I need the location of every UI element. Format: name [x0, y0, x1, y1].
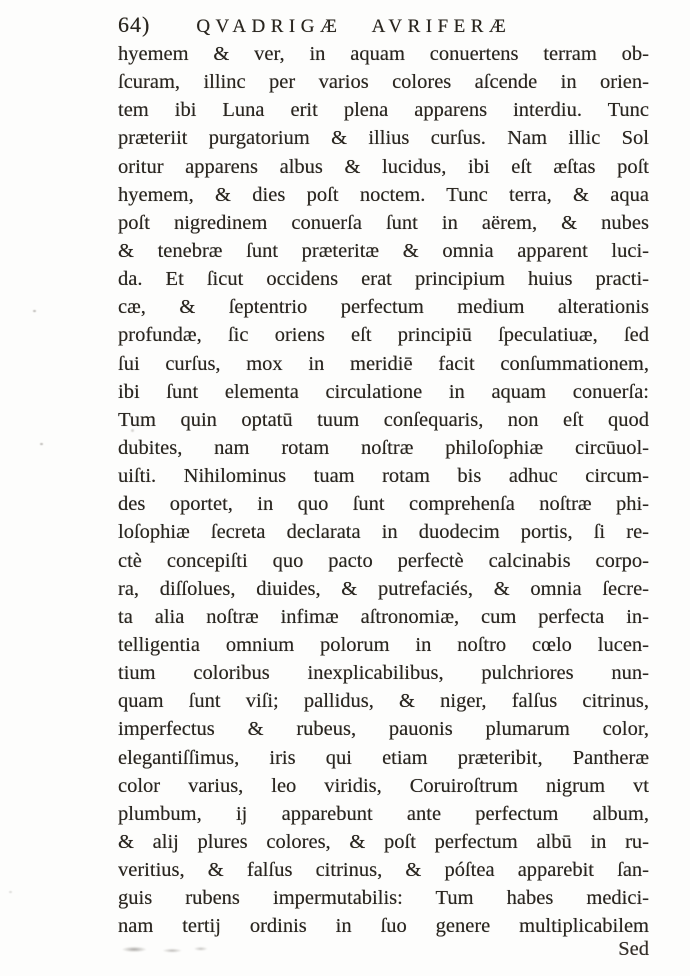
text-line: plumbum, ij apparebunt ante perfectum album,	[118, 802, 649, 825]
text-line: & tenebræ ſunt præteritæ & omnia apparent luci-	[118, 239, 649, 262]
text-line: ſui curſus, mox in meridiē facit conſummationem,	[118, 352, 649, 375]
ink-smudge	[120, 944, 215, 956]
text-line: hyemem, & dies poſt noctem. Tunc terra, & aqua	[118, 183, 649, 206]
catchword: Sed	[618, 938, 649, 960]
text-line: & alij plures colores, & poſt perfectum albū in ru-	[118, 830, 649, 853]
text-line: ta alia noſtræ infimæ aſtronomiæ, cum perfecta in-	[118, 605, 649, 628]
page-header	[118, 12, 649, 38]
text-line: dubites, nam rotam noſtræ philoſophiæ circūuol-	[118, 436, 649, 459]
text-line: Tum quin optatū tuum conſequaris, non eſt quod	[118, 408, 649, 431]
text-line: nam tertij ordinis in ſuo genere multiplicabilem	[118, 915, 649, 938]
text-line: loſophiæ ſecreta declarata in duodecim portis, ſi re-	[118, 521, 649, 544]
text-line: ra, diſſolues, diuides, & putrefaciés, & omnia ſecre-	[118, 577, 649, 600]
text-line: ctè concepiſti quo pacto perfectè calcinabis corpo-	[118, 549, 649, 572]
body-text	[118, 40, 649, 941]
scan-speck	[33, 310, 36, 312]
text-line: imperfectus & rubeus, pauonis plumarum color,	[118, 718, 649, 741]
text-line: tem ibi Luna erit plena apparens interdiu. Tunc	[118, 99, 649, 122]
text-line: quam ſunt viſi; pallidus, & niger, falſus citrinus,	[118, 690, 649, 713]
text-line: color varius, leo viridis, Coruiroſtrum nigrum vt	[118, 774, 649, 797]
text-line: cæ, & ſeptentrio perfectum medium alterationis	[118, 296, 649, 319]
text-line: poſt nigredinem conuerſa ſunt in aërem, & nubes	[118, 211, 649, 234]
text-line: da. Et ſicut occidens erat principium huius practi-	[118, 268, 649, 291]
text-line: elegantiſſimus, iris qui etiam præteribit, Pantheræ	[118, 746, 649, 769]
text-line: profundæ, ſic oriens eſt principiū ſpeculatiuæ, ſed	[118, 324, 649, 347]
text-line: ibi ſunt elementa circulatione in aquam conuerſa:	[118, 380, 649, 403]
text-line: guis rubens impermutabilis: Tum habes medici-	[118, 887, 649, 910]
text-line: præteriit purgatorium & illius curſus. Nam illic Sol	[118, 127, 649, 150]
text-line: hyemem & ver, in aquam conuertens terram ob-	[118, 43, 649, 65]
text-line: oritur apparens albus & lucidus, ibi eſt æſtas poſt	[118, 155, 649, 178]
text-line: des oportet, in quo ſunt comprehenſa noſtræ phi-	[118, 493, 649, 516]
text-line: veritius, & falſus citrinus, & póſtea apparebit ſan-	[118, 859, 649, 882]
text-line: telligentia omnium polorum in noſtro cœlo lucen-	[118, 633, 649, 656]
scan-speck	[131, 429, 134, 432]
text-line: uiſti. Nihilominus tuam rotam bis adhuc circum-	[118, 465, 649, 488]
scan-speck	[40, 443, 43, 445]
page-number: 64)	[118, 12, 151, 37]
scan-speck	[9, 891, 12, 893]
text-line: ſcuram, illinc per varios colores aſcende in orien-	[118, 71, 649, 94]
text-line: tium coloribus inexplicabilibus, pulchriores nun-	[118, 662, 649, 685]
running-title: QVADRIGÆ AVRIFERÆ	[196, 16, 512, 37]
